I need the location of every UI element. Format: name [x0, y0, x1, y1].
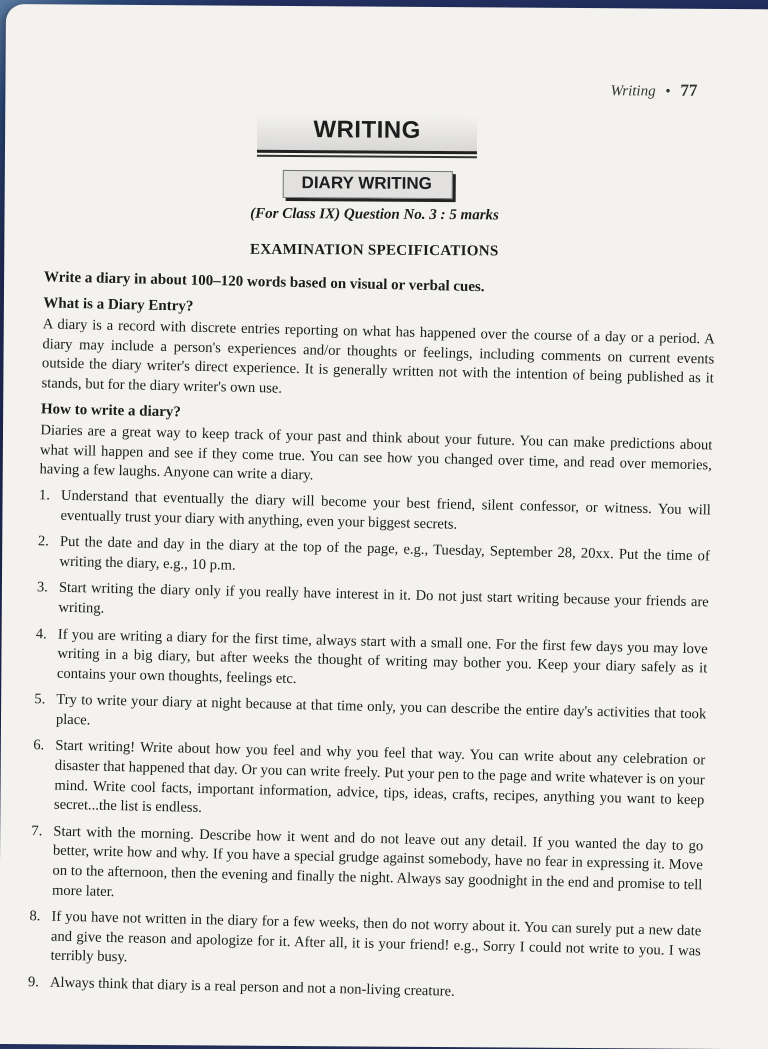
running-head-bullet: • — [665, 83, 671, 100]
page-content — [28, 268, 716, 1015]
exam-spec-heading: EXAMINATION SPECIFICATIONS — [249, 241, 499, 260]
heading-how-to-write: How to write a diary? — [40, 400, 182, 420]
list-item-text: Put the date and day in the diary at the top of the page, e.g., Tuesday, September 28, 20xx. Put the time of writing the diary, e.g., 10 p.m. — [59, 533, 710, 574]
list-item-number: 5. — [34, 691, 46, 708]
list-item — [30, 822, 704, 916]
list-item-text: Start with the morning. Describe how it went and do not leave out any detail. If you wanted the day to go better, write how and why. If you have a special grudge against somebody, have no fear in expressing it. Move on to the afternoon, then the evening and finally the night. Always say goodnight in the end and promise to tell more later. — [51, 823, 704, 900]
page-number: 77 — [680, 80, 698, 100]
list-item-number: 4. — [35, 625, 47, 642]
class-line: (For Class IX) Question No. 3 : 5 marks — [250, 205, 499, 224]
list-item-number: 9. — [27, 974, 40, 991]
paragraph-what-is-diary: A diary is a record with discrete entries reporting on what has happened over the course of a day or a period. A diary may include a person's experiences and/or thoughts or feelings, including comments on current events outside the diary writer's direct experience. It is generally written not with the intention of being published as it stands, but for the diary writer's own use. — [41, 316, 715, 397]
list-item-text: If you have not written in the diary for a few weeks, then do not worry about it. You can surely put a new date and give the reason and apologize for it. After all, it is your friend! e.g., Sorry I could not write to you. I was terribly busy. — [50, 908, 702, 966]
page-title: WRITING — [313, 116, 421, 144]
paragraph-how-to-write: Diaries are a great way to keep track of your past and think about your future. You can make predictions about what will happen and see if they come true. You can see how you changed over time, and read over memories, having a few laughs. Anyone can write a diary. — [39, 422, 713, 484]
running-head — [611, 80, 698, 101]
list-item-number: 2. — [37, 533, 50, 550]
tips-list — [28, 486, 711, 1008]
running-head-section: Writing — [610, 83, 656, 100]
instruction: Write a diary in about 100–120 words based on visual or verbal cues. — [43, 269, 485, 296]
section-subtitle: DIARY WRITING — [301, 173, 432, 193]
list-item-text: Start writing! Write about how you feel and why you feel that way. You can write about any celebration or disaster that happened that day. Or you can write freely. Put your pen to the page and write whatever is on your mind. Write cool facts, important information, advice, tips, ideas, crafts, recipes, anything you want to keep secret...the list is endless. — [53, 738, 706, 817]
list-item — [38, 486, 711, 540]
title-rule — [257, 155, 477, 159]
list-item-number: 6. — [33, 737, 45, 754]
book-page — [0, 4, 768, 1049]
list-item — [32, 737, 706, 831]
list-item-text: Start writing the diary only if you really have interest in it. Do not just start writing because your friends are writing. — [58, 580, 709, 617]
list-item-number: 8. — [29, 908, 41, 925]
heading-what-is-diary: What is a Diary Entry? — [43, 294, 194, 315]
list-item — [37, 532, 710, 586]
list-item-text: Always think that diary is a real person and not a non-living creature. — [49, 974, 455, 1000]
list-item-text: Understand that eventually the diary will become your best friend, silent confessor, or witness. You will eventually trust your diary with anything, even your biggest secrets. — [60, 487, 712, 533]
list-item-number: 3. — [36, 579, 49, 596]
list-item-number: 7. — [31, 822, 43, 840]
list-item-number: 1. — [38, 487, 51, 504]
list-item-text: If you are writing a diary for the first time, always start with a small one. For the first few days you may love writing in a big diary, but after weeks the thought of writing may bother you. Keep your diary safely as it contains your own thoughts, feelings etc. — [56, 626, 708, 687]
list-item — [36, 579, 709, 633]
list-item-text: Try to write your diary at night because at that time only, you can describe the entire day's activities that took place. — [55, 691, 707, 729]
list-item — [35, 625, 708, 699]
list-item — [34, 690, 707, 744]
list-item — [28, 907, 701, 981]
